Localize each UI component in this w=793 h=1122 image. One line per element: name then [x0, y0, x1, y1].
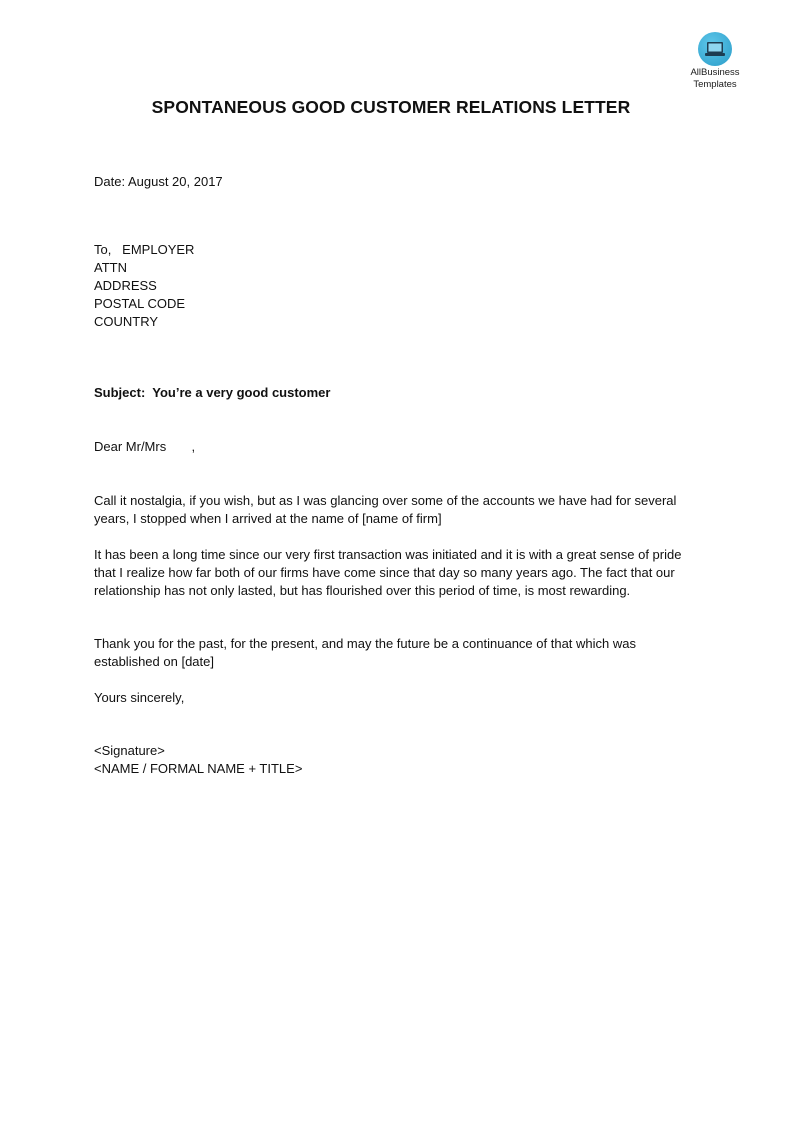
recipient-attn: ATTN	[94, 260, 127, 275]
recipient-postal-code: POSTAL CODE	[94, 296, 186, 311]
body-paragraph-2: It has been a long time since our very first transaction was initiated and it is with a great sense of pride that I realize how far both of our firms have come since that day so many years ago. The fact that our relationship has not only lasted, but has flourished over this period of time, is most rewarding.	[94, 547, 682, 598]
salutation: Dear Mr/Mrs ,	[94, 439, 196, 454]
recipient-to: To, EMPLOYER	[94, 242, 195, 257]
date-line: Date: August 20, 2017	[94, 174, 223, 189]
recipient-country: COUNTRY	[94, 314, 159, 329]
body-paragraph-1: Call it nostalgia, if you wish, but as I was glancing over some of the accounts we have had for several years, I stopped when I arrived at the name of [name of firm]	[94, 493, 677, 526]
allbusiness-templates-logo	[676, 32, 754, 90]
body-paragraph-3: Thank you for the past, for the present, and may the future be a continuance of that which was established on [date]	[94, 636, 636, 669]
letter-title: SPONTANEOUS GOOD CUSTOMER RELATIONS LETTER	[151, 97, 631, 117]
closing: Yours sincerely,	[94, 690, 185, 705]
signature-placeholder: <Signature>	[94, 743, 165, 758]
laptop-icon	[698, 32, 732, 66]
logo-text-line-1: AllBusiness	[690, 67, 740, 78]
logo-text-line-2: Templates	[693, 79, 737, 90]
name-title-placeholder: <NAME / FORMAL NAME + TITLE>	[94, 761, 303, 776]
subject-line: Subject: You’re a very good customer	[94, 385, 331, 400]
recipient-address: ADDRESS	[94, 278, 157, 293]
